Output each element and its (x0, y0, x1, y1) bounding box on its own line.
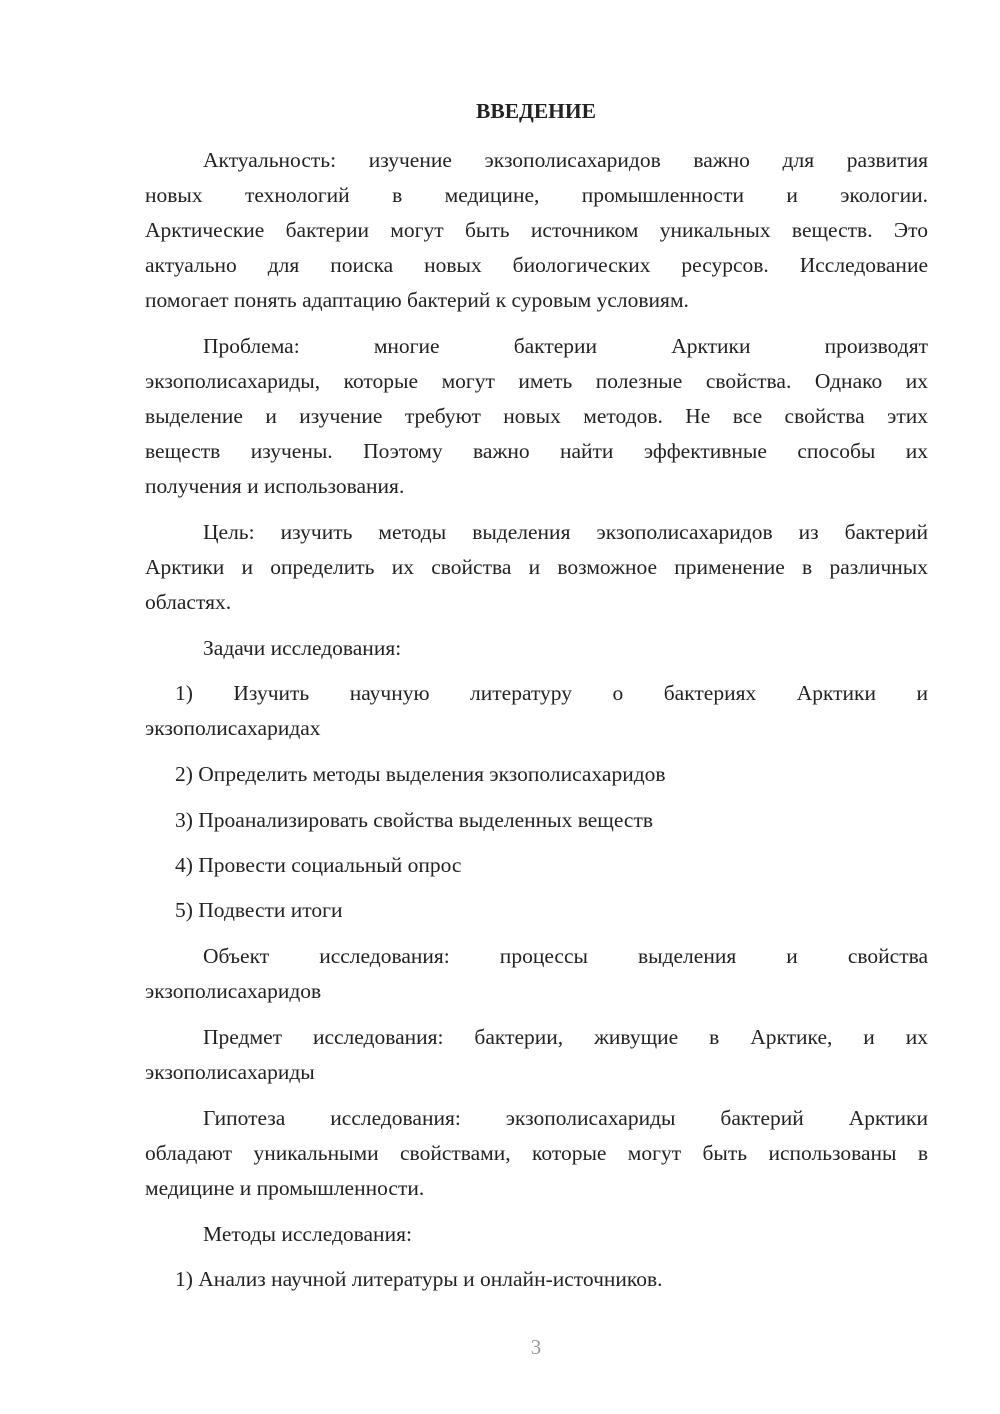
page-number: 3 (530, 1335, 542, 1359)
method-item-1: 1) Анализ научной литературы и онлайн-источников. (175, 1267, 663, 1291)
goal-line-1: Цель: изучить методы выделения экзополисахаридов из бактерий (203, 520, 928, 544)
goal-line-3: областях. (145, 590, 232, 614)
task-item-1-line-2: экзополисахаридах (145, 716, 321, 740)
task-item-1-line-1: 1) Изучить научную литературу о бактериях Арктики и (175, 681, 928, 705)
methods-heading: Методы исследования: (203, 1222, 412, 1246)
problem-line-4: веществ изучены. Поэтому важно найти эффективные способы их (145, 439, 928, 463)
relevance-line-1: Актуальность: изучение экзополисахаридов важно для развития (203, 148, 928, 172)
tasks-heading: Задачи исследования: (203, 636, 402, 660)
task-item-3: 3) Проанализировать свойства выделенных веществ (175, 808, 654, 832)
hypothesis-line-2: обладают уникальными свойствами, которые могут быть использованы в (145, 1141, 928, 1165)
goal-line-2: Арктики и определить их свойства и возможное применение в различных (145, 555, 928, 579)
relevance-line-5: помогает понять адаптацию бактерий к суровым условиям. (145, 288, 689, 312)
task-item-4: 4) Провести социальный опрос (175, 853, 462, 877)
relevance-line-3: Арктические бактерии могут быть источником уникальных веществ. Это (145, 218, 928, 242)
subject-line-2: экзополисахариды (145, 1060, 315, 1084)
task-item-2: 2) Определить методы выделения экзополисахаридов (175, 762, 666, 786)
relevance-line-2: новых технологий в медицине, промышленности и экологии. (145, 183, 928, 207)
page-title: ВВЕДЕНИЕ (476, 99, 596, 123)
subject-line-1: Предмет исследования: бактерии, живущие в Арктике, и их (203, 1025, 928, 1049)
problem-line-2: экзополисахариды, которые могут иметь полезные свойства. Однако их (145, 369, 928, 393)
problem-line-1: Проблема: многие бактерии Арктики производят (203, 334, 928, 358)
object-line-2: экзополисахаридов (145, 979, 322, 1003)
task-item-5: 5) Подвести итоги (175, 898, 343, 922)
problem-line-5: получения и использования. (145, 474, 405, 498)
hypothesis-line-1: Гипотеза исследования: экзополисахариды бактерий Арктики (203, 1106, 928, 1130)
object-line-1: Объект исследования: процессы выделения и свойства (203, 944, 928, 968)
relevance-line-4: актуально для поиска новых биологических ресурсов. Исследование (145, 253, 928, 277)
problem-line-3: выделение и изучение требуют новых методов. Не все свойства этих (145, 404, 928, 428)
hypothesis-line-3: медицине и промышленности. (145, 1176, 425, 1200)
